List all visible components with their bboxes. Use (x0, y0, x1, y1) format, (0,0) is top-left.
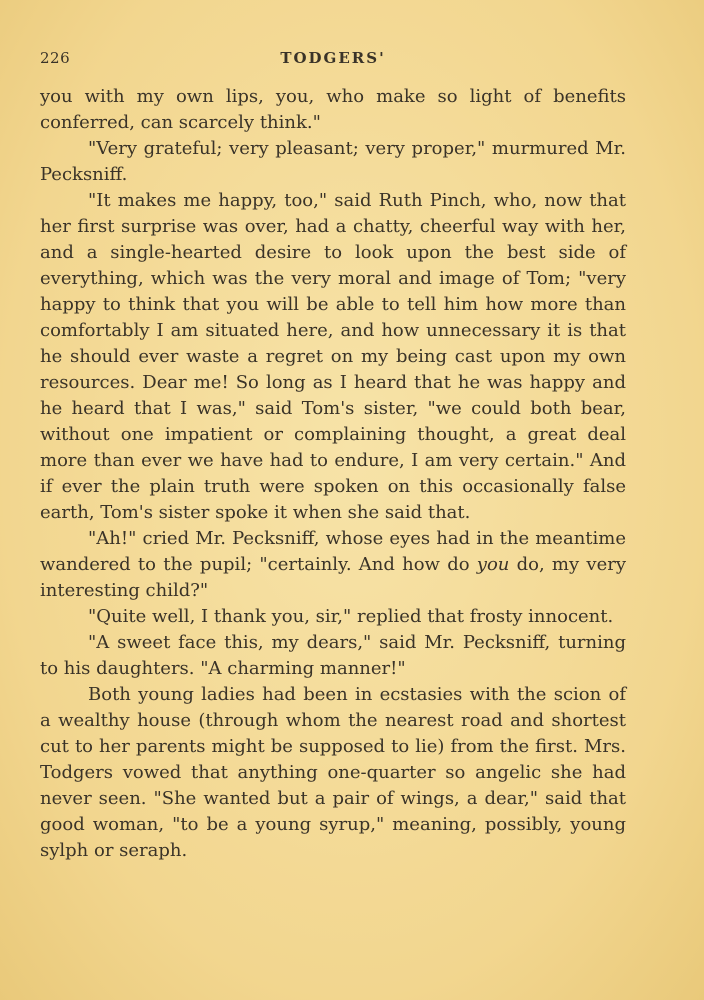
paragraph-3: "It makes me happy, too," said Ruth Pinch, who, now that her first surprise was over, had a chatty, cheerful way with her, and a single-hearted desire to look upon the best side of everything, which was the very moral and image of Tom; "very happy to think that you will be able to tell him how more than comfortably I am situated here, and how unnecessary it is that he should ever waste a regret on my being cast upon my own resources. Dear me! So long as I heard that he was happy and he heard that I was," said Tom's sister, "we could both bear, without one impatient or complaining thought, a great deal more than ever we have had to endure, I am very certain." And if ever the plain truth were spoken on this occasionally false earth, Tom's sister spoke it when she said that. (40, 190, 626, 523)
paragraph-4-before: "Ah!" cried Mr. Pecksniff, whose eyes had in the meantime wandered to the pupil; "certainly. And how do (40, 528, 626, 575)
paragraph-4 (40, 526, 626, 604)
running-head (40, 44, 626, 74)
paragraph-2: "Very grateful; very pleasant; very proper," murmured Mr. Pecksniff. (40, 138, 626, 185)
paragraph-5: "Quite well, I thank you, sir," replied that frosty innocent. (88, 606, 614, 627)
running-title: TODGERS' (280, 49, 386, 67)
paragraph-4-emphasis: you (476, 554, 510, 575)
paragraph-7: Both young ladies had been in ecstasies with the scion of a wealthy house (through whom the nearest road and shortest cut to her parents might be supposed to lie) from the first. Mrs. Todgers vowed that anything one-quarter so angelic she had never seen. "She wanted but a pair of wings, a dear," said that good woman, "to be a young syrup," meaning, possibly, young sylph or seraph. (40, 684, 626, 861)
book-page (40, 44, 626, 864)
body-text (40, 84, 626, 864)
paragraph-1: you with my own lips, you, who make so light of benefits conferred, can scarcely think." (40, 86, 626, 133)
page-number: 226 (40, 49, 71, 67)
paragraph-6: "A sweet face this, my dears," said Mr. Pecksniff, turning to his daughters. "A charming manner!" (40, 632, 626, 679)
paragraph-4-after: do, my very interesting child?" (40, 554, 626, 601)
